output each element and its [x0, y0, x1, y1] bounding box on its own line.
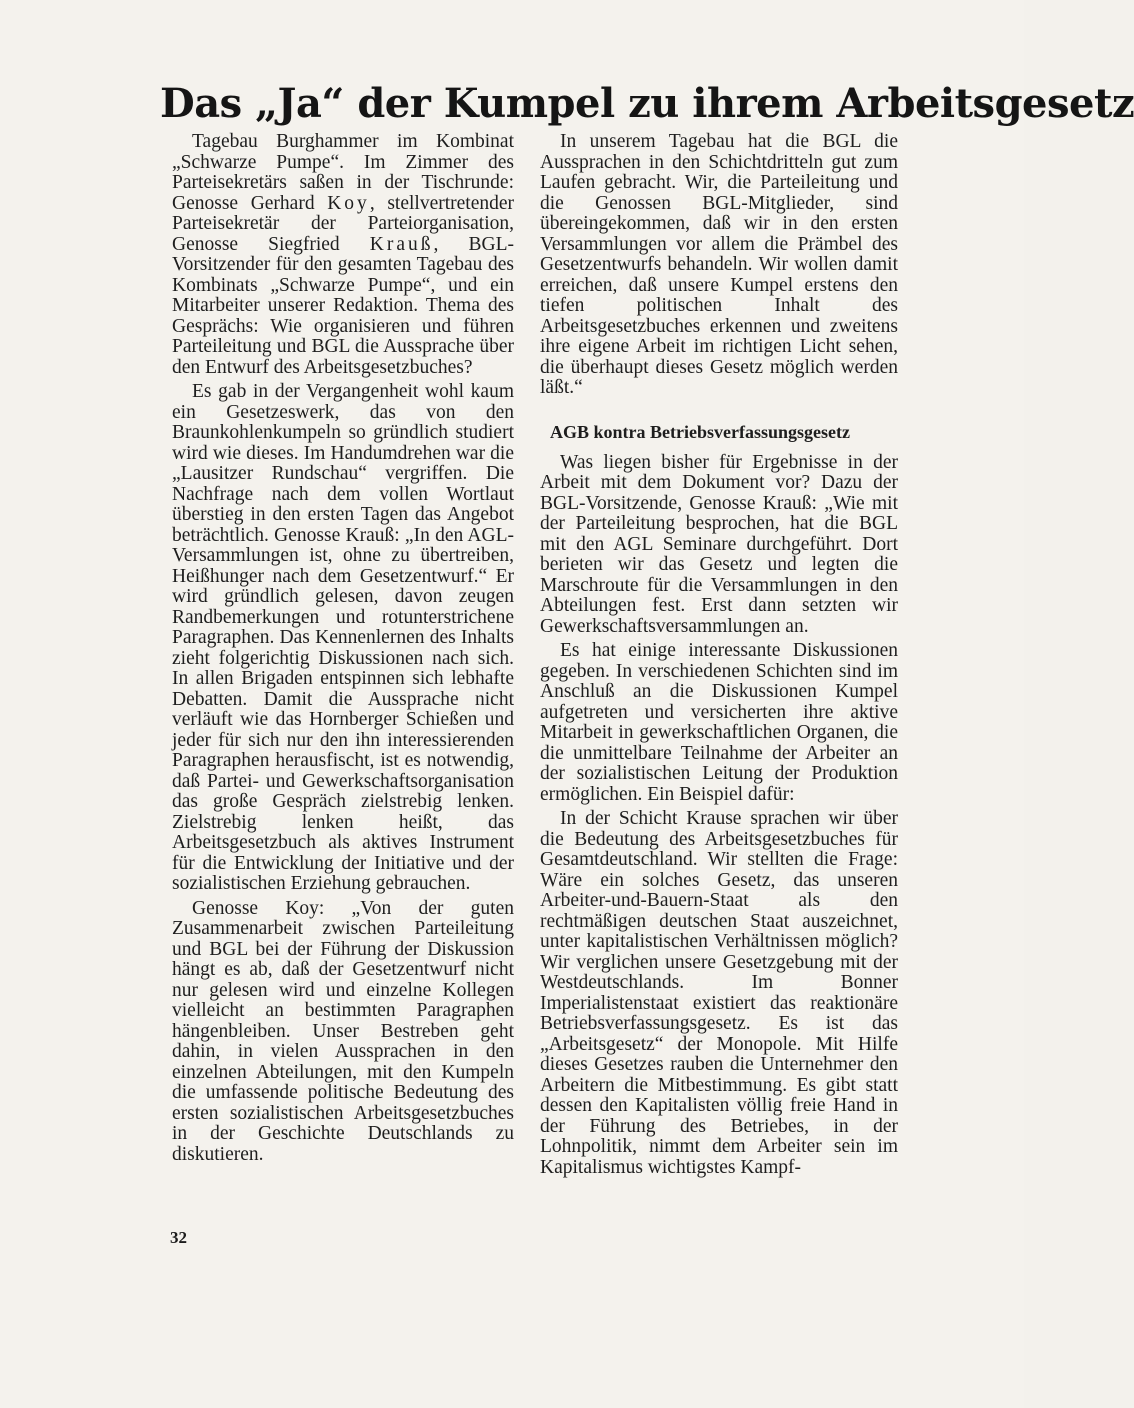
- right-paragraph-2: Was liegen bisher für Ergebnisse in der Arbeit mit dem Dokument vor? Dazu der BGL-Vorsitzende, Genosse Krauß: „Wie mit der Parteileitung besprochen, hat die BGL mit den AGL Seminare durchgeführt. Dort berieten wir das Gesetz und legten die Marschroute für die Versammlungen in den Abteilungen fest. Erst dann setzten wir Gewerkschaftsversammlungen an.: [540, 451, 898, 637]
- right-paragraph-4: In der Schicht Krause sprachen wir über die Bedeutung des Arbeitsgesetzbuches für Gesamtdeutschland. Wir stellten die Frage: Wäre ein solches Gesetz, das unseren Arbeiter-und-Bauern-Staat als den rechtmäßigen deutschen Staat auszeichnet, unter kapitalistischen Verhältnissen möglich? Wir verglichen unsere Gesetzgebung mit der Westdeutschlands. Im Bonner Imperialistenstaat existiert das reaktionäre Betriebsverfassungsgesetz. Es ist das „Arbeitsgesetz“ der Monopole. Mit Hilfe dieses Gesetzes rauben die Unternehmer den Arbeitern die Mitbestimmung. Es gibt statt dessen den Kapitalisten völlig freie Hand in der Führung des Betriebes, in der Lohnpolitik, nimmt dem Arbeiter sein im Kapitalismus wichtigstes Kampf-: [540, 808, 898, 1178]
- page-number: 32: [170, 1228, 187, 1247]
- section-heading: AGB kontra Betriebsverfassungsgesetz: [550, 421, 850, 442]
- right-paragraph-3: Es hat einige interessante Diskussionen gegeben. In verschiedenen Schichten sind im Anschluß an die Diskussionen Kumpel aufgetreten und versicherten ihre aktive Mitarbeit in gewerkschaftlichen Organen, die die unmittelbare Teilnahme der Arbeiter an der sozialistischen Leitung der Produktion ermöglichen. Ein Beispiel dafür:: [540, 640, 898, 805]
- right-column: [540, 132, 898, 1182]
- right-paragraph-1: In unserem Tagebau hat die BGL die Aussprachen in den Schichtdritteln gut zum Laufen gebracht. Wir, die Parteileitung und die Genossen BGL-Mitglieder, sind übereingekommen, daß wir in den ersten Versammlungen vor allem die Prämbel des Gesetzentwurfs behandeln. Wir wollen damit erreichen, daß unsere Kumpel erstens den tiefen politischen Inhalt des Arbeitsgesetzbuches erkennen und zweitens ihre eigene Arbeit im richtigen Licht sehen, die überhaupt dieses Gesetz möglich werden läßt.“: [540, 131, 898, 398]
- left-paragraph-1: [172, 132, 514, 378]
- left-column: [172, 132, 514, 1169]
- left-paragraph-1-text-a: Tagebau Burghammer im Kombinat „Schwarze Pumpe“. Im Zimmer des Parteisekretärs saßen in der Tischrunde: Genosse Gerhard: [172, 131, 514, 214]
- name-krauss: Krauß: [369, 233, 434, 255]
- article-title: Das „Ja“ der Kumpel zu ihrem Arbeitsgesetz: [160, 80, 1134, 127]
- left-paragraph-1-text-b: , stellvertretender Parteisekretär der Parteiorganisation, Genosse Siegfried: [172, 192, 515, 255]
- left-paragraph-2: Es gab in der Vergangenheit wohl kaum ein Gesetzeswerk, das von den Braunkohlenkumpeln so gründlich studiert wird wie dieses. Im Handumdrehen war die „Lausitzer Rundschau“ vergriffen. Die Nachfrage nach dem vollen Wortlaut überstieg in den ersten Tagen das Angebot beträchtlich. Genosse Krauß: „In den AGL-Versammlungen ist, ohne zu übertreiben, Heißhunger nach dem Gesetzentwurf.“ Er wird gründlich gelesen, davon zeugen Randbemerkungen und rotunterstrichene Paragraphen. Das Kennenlernen des Inhalts zieht folgerichtig Diskussionen nach sich. In allen Brigaden entspinnen sich lebhafte Debatten. Damit die Aussprache nicht verläuft wie das Hornberger Schießen und jeder für sich nur den ihn interessierenden Paragraphen herausfischt, ist es notwendig, daß Partei- und Gewerkschaftsorganisation das große Gespräch zielstrebig lenken. Zielstrebig lenken heißt, das Arbeitsgesetzbuch als aktives Instrument für die Entwicklung der Initiative und der sozialistischen Erziehung gebrauchen.: [172, 381, 514, 894]
- left-paragraph-1-text-c: , BGL-Vorsitzender für den gesamten Tagebau des Kombinats „Schwarze Pumpe“, und ein Mitarbeiter unserer Redaktion. Thema des Gesprächs: Wie organisieren und führen Parteileitung und BGL die Aussprache über den Entwurf des Arbeitsgesetzbuches?: [172, 233, 514, 378]
- left-paragraph-3: Genosse Koy: „Von der guten Zusammenarbeit zwischen Parteileitung und BGL bei der Führung der Diskussion hängt es ab, daß der Gesetzentwurf nicht nur gelesen wird und einzelne Kollegen vielleicht an bestimmten Paragraphen hängenbleiben. Unser Bestreben geht dahin, in vielen Aussprachen in den einzelnen Abteilungen, mit den Kumpeln die umfassende politische Bedeutung des ersten sozialistischen Arbeitsgesetzbuches in der Geschichte Deutschlands zu diskutieren.: [172, 897, 514, 1165]
- name-koy: Koy: [327, 192, 370, 214]
